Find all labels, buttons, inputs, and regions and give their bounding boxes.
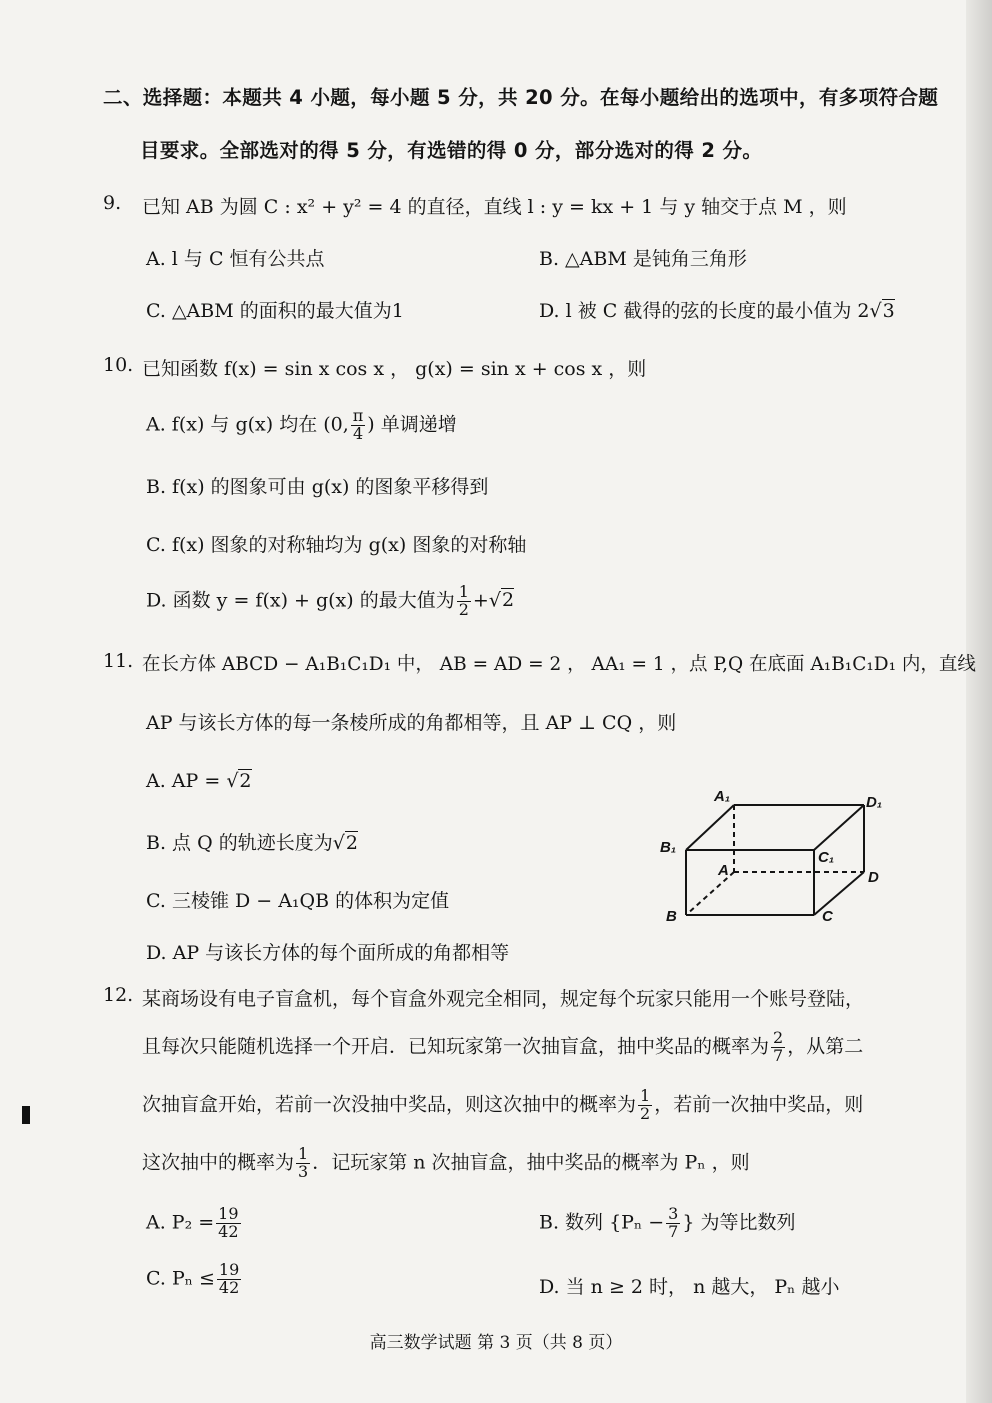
fraction-numerator: 1 (640, 1086, 651, 1105)
fraction-denominator: 4 (352, 423, 364, 443)
q9-option-a: A. l 与 C 恒有公共点 (146, 248, 325, 270)
q12-option-b (539, 1206, 795, 1241)
q10-option-a-text: A. f(x) 与 g(x) 均在 (0, (146, 413, 349, 436)
scan-mark (22, 1106, 30, 1124)
q12-line3-text-end: ，若前一次抽中奖品，则 (654, 1093, 864, 1116)
fraction-denominator: 42 (218, 1277, 240, 1297)
page-edge-shadow (966, 0, 992, 1403)
q12-option-c-fraction (217, 1262, 241, 1297)
q12-line1: 某商场设有电子盲盒机，每个盲盒外观完全相同，规定每个玩家只能用一个账号登陆， (142, 988, 865, 1010)
q12-option-a-fraction (216, 1206, 240, 1241)
q11-stem-line1: 在长方体 ABCD − A₁B₁C₁D₁ 中， AB = AD = 2 ， AA₁ = 1 ，点 P,Q 在底面 A₁B₁C₁D₁ 内，直线 (142, 654, 976, 675)
q11-option-c: C. 三棱锥 D − A₁QB 的体积为定值 (146, 890, 450, 912)
q10-stem: 已知函数 f(x) = sin x cos x ， g(x) = sin x + cos x ，则 (142, 358, 647, 380)
q12-option-c (146, 1262, 243, 1297)
q9-option-d-text: D. l 被 C 截得的弦的长度的最小值为 2 (539, 300, 870, 322)
q12-option-c-text: C. Pₙ ≤ (146, 1267, 215, 1290)
section-heading-line1: 二、选择题：本题共 4 小题，每小题 5 分，共 20 分。在每小题给出的选项中，有多项符合题 (103, 86, 939, 109)
q12-line2-fraction (771, 1030, 785, 1065)
q12-line2 (142, 1030, 863, 1065)
q9-option-b: B. △ABM 是钝角三角形 (539, 248, 747, 270)
sqrt-sign: √ (332, 832, 345, 854)
plus-sign: + (472, 589, 489, 612)
label-b: B (666, 908, 677, 925)
q12-option-b-text-end: } 为等比数列 (682, 1211, 796, 1234)
q9-option-c: C. △ABM 的面积的最大值为1 (146, 300, 404, 322)
q12-line4-fraction (296, 1146, 310, 1181)
q12-line3-text: 次抽盲盒开始，若前一次没抽中奖品，则这次抽中的概率为 (142, 1093, 637, 1116)
q10-option-d-text: D. 函数 y = f(x) + g(x) 的最大值为 (146, 589, 455, 612)
fraction-denominator: 42 (218, 1221, 239, 1241)
q12-option-a (146, 1206, 243, 1241)
page-footer: 高三数学试题 第 3 页（共 8 页） (369, 1333, 623, 1353)
edge-b1-a1 (686, 805, 734, 850)
fraction-numerator: 19 (218, 1204, 239, 1223)
q12-line4 (142, 1146, 750, 1181)
q9-stem: 已知 AB 为圆 C : x² + y² = 4 的直径，直线 l : y = kx + 1 与 y 轴交于点 M ，则 (142, 196, 847, 218)
sqrt-sign: √ (226, 770, 239, 792)
label-a: A (718, 862, 729, 879)
q11-option-a-radicand: 2 (239, 770, 252, 792)
q10-option-d-radicand: 2 (501, 589, 515, 612)
q12-line2-text-end: ，从第二 (787, 1035, 864, 1058)
q10-option-a (146, 408, 457, 443)
sqrt-sign: √ (488, 589, 501, 612)
fraction-numerator: 19 (218, 1260, 240, 1279)
q11-number: 11. (103, 650, 134, 672)
fraction-denominator: 7 (668, 1221, 679, 1241)
label-a1: A₁ (714, 788, 731, 805)
fraction-numerator: 2 (773, 1028, 784, 1047)
q10-option-d-fraction (457, 584, 471, 619)
fraction-numerator: 3 (668, 1204, 679, 1223)
fraction-numerator: π (352, 406, 364, 425)
q10-option-b: B. f(x) 的图象可由 g(x) 的图象平移得到 (146, 476, 489, 498)
edge-d1-c1 (814, 805, 864, 850)
q11-option-d: D. AP 与该长方体的每个面所成的角都相等 (146, 942, 510, 964)
q10-option-a-text-end: ) 单调递增 (367, 413, 457, 436)
q11-option-a-text: A. AP = (146, 770, 227, 792)
fraction-denominator: 2 (458, 599, 469, 619)
label-c: C (822, 908, 833, 925)
q10-number: 10. (103, 354, 134, 376)
fraction-denominator: 7 (773, 1045, 784, 1065)
cuboid-figure (652, 785, 892, 935)
q12-option-d: D. 当 n ≥ 2 时， n 越大， Pₙ 越小 (539, 1276, 840, 1298)
q12-line4-text: 这次抽中的概率为 (142, 1151, 295, 1174)
q12-number: 12. (103, 984, 134, 1006)
fraction-denominator: 2 (640, 1103, 651, 1123)
q12-line3 (142, 1088, 863, 1123)
q12-line3-fraction (638, 1088, 652, 1123)
q10-option-c: C. f(x) 图象的对称轴均为 g(x) 图象的对称轴 (146, 534, 527, 556)
q12-line4-text-end: ．记玩家第 n 次抽盲盒，抽中奖品的概率为 Pₙ ，则 (312, 1151, 750, 1174)
q9-option-d (539, 296, 895, 323)
label-d1: D₁ (866, 794, 883, 811)
q12-option-b-fraction (666, 1206, 680, 1241)
q9-number: 9. (103, 192, 122, 214)
label-c1: C₁ (818, 849, 835, 866)
q12-option-a-text: A. P₂ = (146, 1211, 215, 1234)
fraction-numerator: 1 (298, 1144, 309, 1163)
fraction-denominator: 3 (298, 1161, 309, 1181)
q11-stem-line2: AP 与该长方体的每一条棱所成的角都相等，且 AP ⊥ CQ ，则 (146, 712, 677, 734)
q10-option-a-fraction (351, 408, 366, 443)
section-heading-line2: 目要求。全部选对的得 5 分，有选错的得 0 分，部分选对的得 2 分。 (140, 139, 763, 162)
sqrt-sign: √ (869, 300, 882, 322)
q9-option-d-radicand: 3 (882, 300, 895, 322)
q11-option-b-radicand: 2 (345, 832, 358, 854)
q11-option-b-text: B. 点 Q 的轨迹长度为 (146, 832, 333, 854)
fraction-numerator: 1 (458, 582, 469, 601)
q12-line2-text: 且每次只能随机选择一个开启．已知玩家第一次抽盲盒，抽中奖品的概率为 (142, 1035, 770, 1058)
q12-option-b-text: B. 数列 {Pₙ − (539, 1211, 665, 1234)
q10-option-d (146, 584, 514, 619)
label-d: D (868, 869, 879, 886)
q11-option-a (146, 770, 252, 792)
q11-option-b (146, 828, 358, 855)
label-b1: B₁ (660, 839, 677, 856)
